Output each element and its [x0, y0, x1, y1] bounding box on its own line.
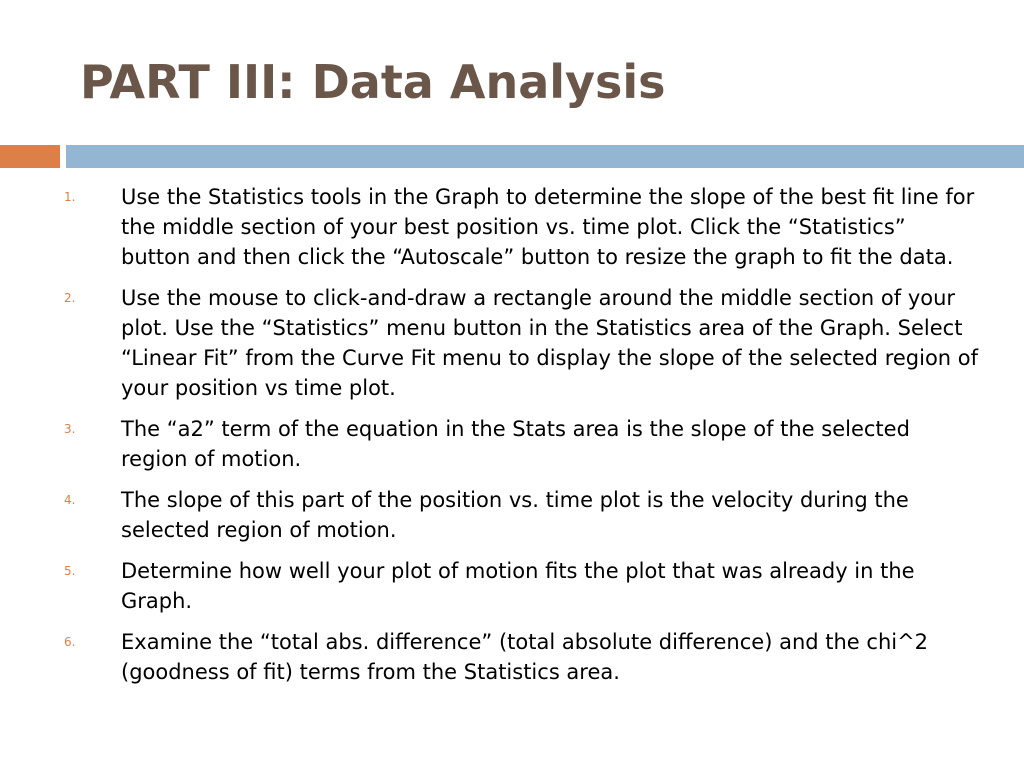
- list-item: [0, 485, 1024, 545]
- list-item-text: The “a2” term of the equation in the Stats area is the slope of the selected region of motion.: [121, 417, 910, 471]
- list-item: [0, 414, 1024, 474]
- list-item-number: 4.: [64, 493, 76, 507]
- slide-title: PART III: Data Analysis: [80, 55, 666, 109]
- list-item-text: Use the Statistics tools in the Graph to determine the slope of the best fit line for the middle section of your best position vs. time plot. Click the “Statistics” button and then click the “Autoscale” button to resize the graph to fit the data.: [121, 185, 975, 269]
- instruction-list: [0, 182, 1024, 698]
- list-item-number: 2.: [64, 291, 76, 305]
- list-item-number: 3.: [64, 422, 76, 436]
- list-item-text: Use the mouse to click-and-draw a rectangle around the middle section of your plot. Use the “Statistics” menu button in the Statistics area of the Graph. Select “Linear Fit” from the Curve Fit menu to display the slope of the selected region of your position vs time plot.: [121, 286, 979, 400]
- list-item: [0, 182, 1024, 272]
- title-divider-bar: [66, 145, 1024, 168]
- title-accent-bar: [0, 145, 60, 168]
- list-item: [0, 556, 1024, 616]
- list-item-number: 6.: [64, 635, 76, 649]
- list-item-number: 1.: [64, 190, 76, 204]
- list-item: [0, 283, 1024, 403]
- list-item-text: Examine the “total abs. difference” (total absolute difference) and the chi^2 (goodness of fit) terms from the Statistics area.: [121, 630, 929, 684]
- list-item-number: 5.: [64, 564, 76, 578]
- list-item-text: The slope of this part of the position vs. time plot is the velocity during the selected region of motion.: [121, 488, 909, 542]
- list-item-text: Determine how well your plot of motion fits the plot that was already in the Graph.: [121, 559, 915, 613]
- list-item: [0, 627, 1024, 687]
